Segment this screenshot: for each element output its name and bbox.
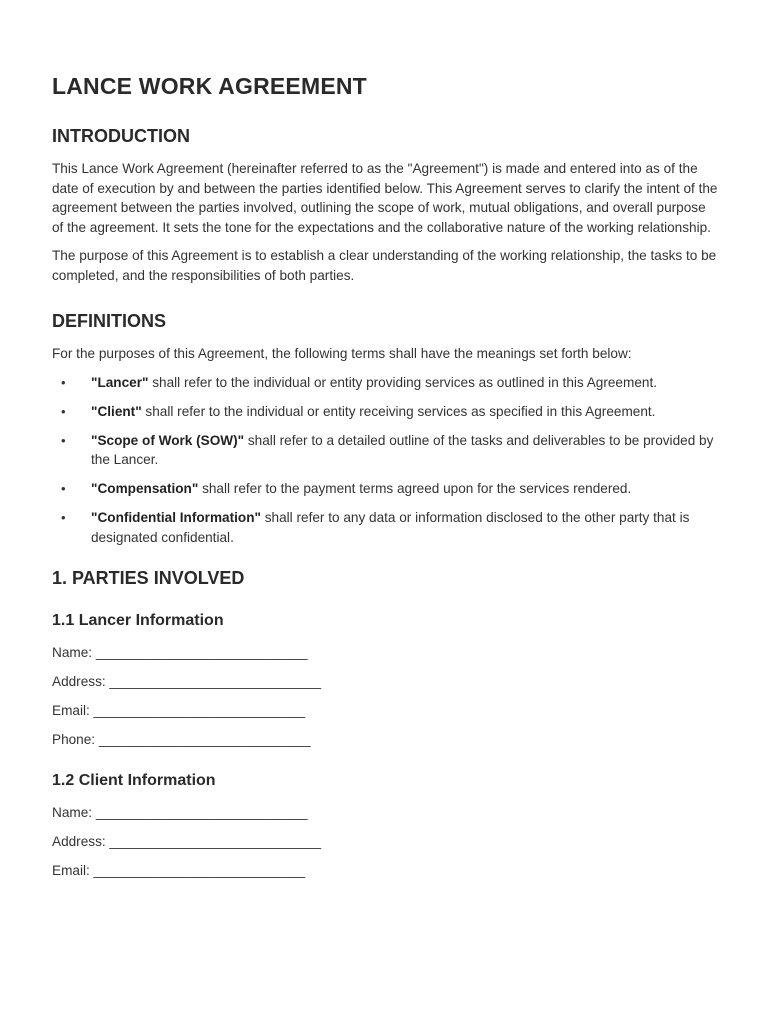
introduction-paragraph-2: The purpose of this Agreement is to establish a clear understanding of the working relationship, the tasks to be completed, and the responsibilities of both parties. (52, 248, 717, 283)
definition-term: "Confidential Information" (91, 510, 261, 525)
definition-item-lancer (52, 373, 718, 393)
definition-text: shall refer to the individual or entity receiving services as specified in this Agreement. (141, 403, 656, 419)
definition-item-sow (52, 431, 718, 470)
definitions-list (52, 373, 718, 548)
definitions-lead: For the purposes of this Agreement, the following terms shall have the meanings set forth below: (52, 346, 632, 361)
parties-heading: 1. PARTIES INVOLVED (52, 568, 245, 588)
bullet-icon: • (61, 432, 66, 448)
bullet-icon: • (61, 510, 66, 525)
client-info-heading: 1.2 Client Information (52, 771, 216, 789)
definition-text: shall refer to a detailed outline of the tasks and deliverables to be provided by the Lancer. (91, 432, 714, 467)
definitions-heading: DEFINITIONS (52, 311, 167, 331)
client-address-field[interactable]: Address: ____________________________ (52, 833, 322, 849)
lancer-name-field[interactable]: Name: ____________________________ (52, 645, 308, 660)
introduction-heading: INTRODUCTION (52, 126, 190, 146)
bullet-icon: • (61, 403, 66, 419)
bullet-icon: • (61, 374, 66, 390)
definition-text: shall refer to the payment terms agreed upon for the services rendered. (198, 481, 632, 496)
definition-term: "Client" (91, 403, 142, 419)
definition-term: "Scope of Work (SOW)" (91, 432, 245, 448)
definition-term: "Lancer" (91, 374, 149, 390)
definition-text: shall refer to the individual or entity providing services as outlined in this Agreement. (148, 374, 657, 390)
document-title: LANCE WORK AGREEMENT (52, 73, 367, 99)
definition-item-compensation (52, 479, 718, 499)
client-email-field[interactable]: Email: ____________________________ (52, 862, 306, 878)
lancer-phone-field[interactable]: Phone: ____________________________ (52, 732, 311, 747)
introduction-paragraph-1: This Lance Work Agreement (hereinafter referred to as the "Agreement") is made and entered into as of the date of execution by and between the parties identified below. This Agreement serves to clarify the intent of the agreement between the parties involved, outlining the scope of work, mutual obligations, and overall purpose of the agreement. It sets the tone for the expectations and the collaborative nature of the working relationship. (52, 161, 718, 235)
definition-item-confidential (52, 508, 718, 547)
lancer-info-heading: 1.1 Lancer Information (52, 612, 224, 629)
lancer-email-field[interactable]: Email: ____________________________ (52, 703, 306, 718)
definition-item-client (52, 402, 718, 422)
client-name-field[interactable]: Name: ____________________________ (52, 804, 308, 820)
definition-text: shall refer to any data or information disclosed to the other party that is designated confidential. (91, 510, 690, 545)
definition-term: "Compensation" (91, 481, 199, 496)
lancer-address-field[interactable]: Address: ____________________________ (52, 674, 322, 689)
bullet-icon: • (61, 481, 66, 496)
